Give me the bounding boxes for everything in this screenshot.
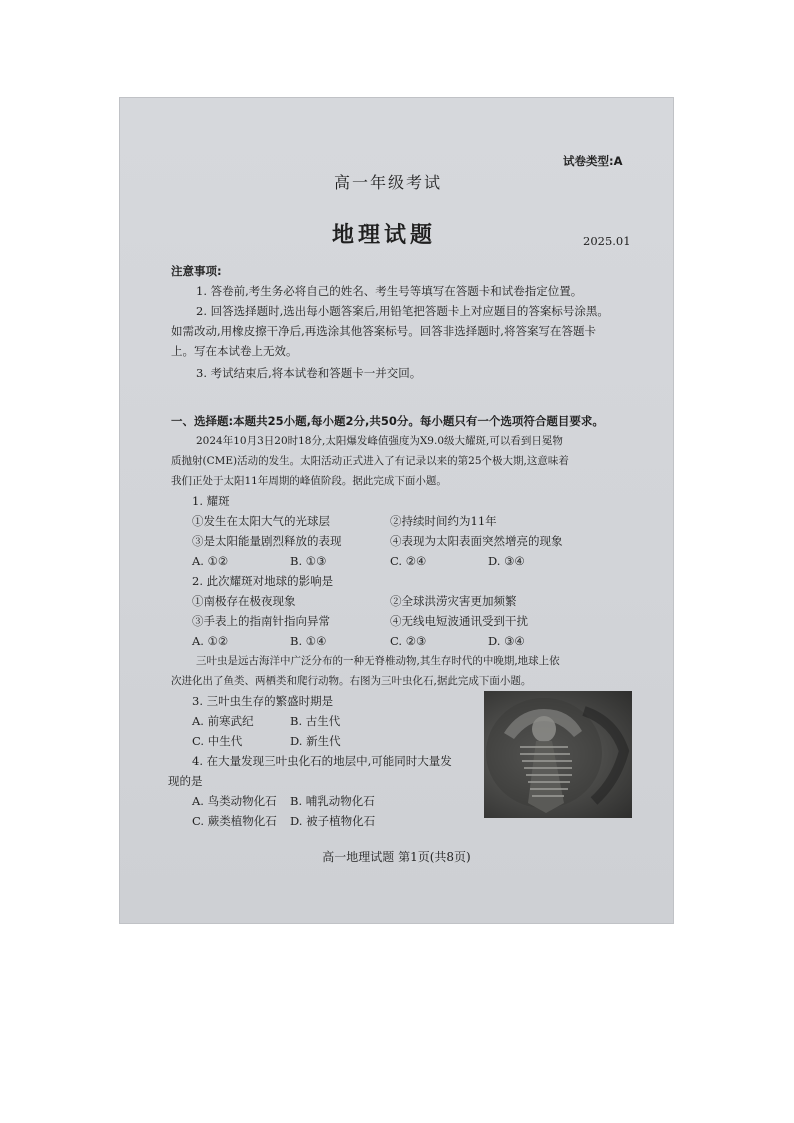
option-a: A. ①② [192, 634, 229, 648]
option-b: B. 古生代 [290, 714, 341, 728]
option-d: D. 新生代 [290, 734, 341, 748]
statement: ②持续时间约为11年 [390, 514, 497, 528]
passage-line: 次进化出了鱼类、两栖类和爬行动物。右图为三叶虫化石,据此完成下面小题。 [171, 675, 532, 687]
statement: ②全球洪涝灾害更加频繁 [390, 594, 517, 608]
option-d: D. 被子植物化石 [290, 814, 376, 828]
trilobite-fossil-icon [484, 691, 632, 818]
exam-date: 2025.01 [583, 234, 631, 248]
exam-subtitle: 高一年级考试 [334, 173, 443, 192]
exam-page [120, 98, 673, 923]
option-c: C. ②③ [390, 634, 427, 648]
option-b: B. ①④ [290, 634, 327, 648]
page-footer: 高一地理试题 第1页(共8页) [322, 850, 471, 864]
exam-title: 地理试题 [332, 222, 437, 248]
option-c: C. 中生代 [192, 734, 243, 748]
question-4-stem-cont: 现的是 [168, 774, 203, 788]
notice-item: 3. 考试结束后,将本试卷和答题卡一并交回。 [196, 366, 422, 380]
statement: ④表现为太阳表面突然增亮的现象 [390, 534, 563, 548]
notice-item: 如需改动,用橡皮擦干净后,再选涂其他答案标号。回答非选择题时,将答案写在答题卡 [171, 324, 596, 338]
statement: ③手表上的指南针指向异常 [192, 614, 330, 628]
notice-item: 上。写在本试卷上无效。 [171, 344, 298, 358]
passage-line: 三叶虫是远古海洋中广泛分布的一种无脊椎动物,其生存时代的中晚期,地球上依 [196, 655, 560, 667]
option-a: A. 鸟类动物化石 [192, 794, 277, 808]
question-2-stem: 2. 此次耀斑对地球的影响是 [192, 574, 334, 588]
notice-item: 2. 回答选择题时,选出每小题答案后,用铅笔把答题卡上对应题目的答案标号涂黑。 [196, 304, 609, 318]
passage-line: 质抛射(CME)活动的发生。太阳活动正式进入了有记录以来的第25个极大期,这意味着 [171, 455, 569, 467]
passage-line: 我们正处于太阳11年周期的峰值阶段。据此完成下面小题。 [171, 475, 447, 487]
statement: ④无线电短波通讯受到干扰 [390, 614, 528, 628]
option-b: B. ①③ [290, 554, 327, 568]
paper-type: 试卷类型:A [563, 154, 623, 168]
trilobite-fossil-image [484, 691, 632, 818]
section-heading: 一、选择题:本题共25小题,每小题2分,共50分。每小题只有一个选项符合题目要求。 [171, 414, 604, 428]
notice-heading: 注意事项: [171, 264, 222, 278]
option-b: B. 哺乳动物化石 [290, 794, 375, 808]
passage-line: 2024年10月3日20时18分,太阳爆发峰值强度为X9.0级大耀斑,可以看到日冕物 [196, 435, 563, 447]
option-c: C. 蕨类植物化石 [192, 814, 277, 828]
notice-item: 1. 答卷前,考生务必将自己的姓名、考生号等填写在答题卡和试卷指定位置。 [196, 284, 583, 298]
statement: ③是太阳能量剧烈释放的表现 [192, 534, 342, 548]
option-d: D. ③④ [488, 554, 525, 568]
option-c: C. ②④ [390, 554, 427, 568]
statement: ①南极存在极夜现象 [192, 594, 296, 608]
option-d: D. ③④ [488, 634, 525, 648]
question-4-stem: 4. 在大量发现三叶虫化石的地层中,可能同时大量发 [192, 754, 452, 768]
question-1-stem: 1. 耀斑 [192, 494, 230, 508]
option-a: A. ①② [192, 554, 229, 568]
option-a: A. 前寒武纪 [192, 714, 254, 728]
question-3-stem: 3. 三叶虫生存的繁盛时期是 [192, 694, 334, 708]
statement: ①发生在太阳大气的光球层 [192, 514, 330, 528]
